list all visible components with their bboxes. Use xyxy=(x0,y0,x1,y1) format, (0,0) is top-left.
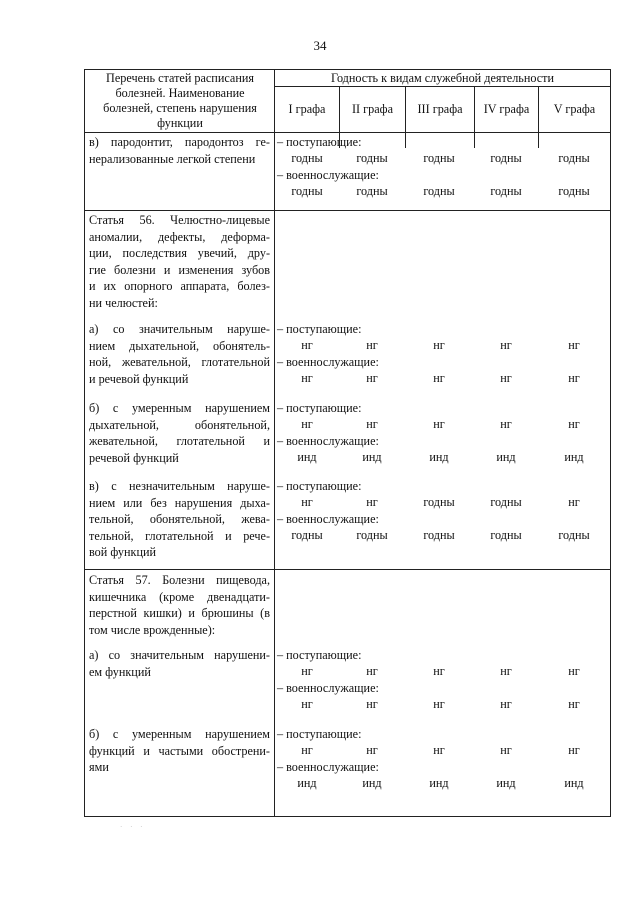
suitability-value: нг xyxy=(568,664,580,678)
row-description xyxy=(89,321,270,387)
suitability-value: годны xyxy=(490,151,522,165)
scan-marks: · · · xyxy=(120,823,146,831)
description-line: в) с незначительным наруше- xyxy=(89,479,270,493)
description-line: аномалии, дефекты, деформа- xyxy=(89,229,270,244)
description-line: б) с умеренным нарушением xyxy=(89,727,270,741)
row-description xyxy=(89,478,270,561)
row-description xyxy=(89,726,270,776)
description-line: б) с умеренным нарушением xyxy=(89,401,270,415)
suitability-value: нг xyxy=(366,697,378,711)
group-label: – поступающие: xyxy=(277,479,362,493)
suitability-value: нг xyxy=(433,697,445,711)
suitability-value: годны xyxy=(558,184,590,198)
suitability-value: инд xyxy=(429,450,449,464)
description-line: ни челюстей: xyxy=(89,295,158,310)
description-line: в) пародонтит, пародонтоз ге- xyxy=(89,135,270,149)
suitability-value: годны xyxy=(423,528,455,542)
suitability-value: инд xyxy=(496,776,516,790)
suitability-value: нг xyxy=(568,338,580,352)
description-line: ции, последствия увечий, дру- xyxy=(89,246,270,260)
description-line: а) со значительным наруше- xyxy=(89,322,270,336)
suitability-value: нг xyxy=(568,697,580,711)
suitability-value: инд xyxy=(564,450,584,464)
description-line: функций и частыми обострени- xyxy=(89,743,270,758)
suitability-value: годны xyxy=(490,495,522,509)
suitability-value: нг xyxy=(301,495,313,509)
group-label: – поступающие: xyxy=(277,322,362,336)
suitability-value: нг xyxy=(301,371,313,385)
suitability-value: нг xyxy=(500,417,512,431)
suitability-value: нг xyxy=(433,417,445,431)
description-line: Статья 56. Челюстно-лицевые xyxy=(89,213,270,227)
suitability-value: нг xyxy=(301,338,313,352)
suitability-value: годны xyxy=(356,151,388,165)
description-line: и их опорного аппарата, болез- xyxy=(89,279,270,293)
suitability-value: годны xyxy=(356,528,388,542)
suitability-value: нг xyxy=(301,697,313,711)
group-label: – военнослужащие: xyxy=(277,434,379,448)
suitability-value: нг xyxy=(568,371,580,385)
row-description xyxy=(89,212,270,311)
suitability-value: годны xyxy=(558,151,590,165)
suitability-value: нг xyxy=(500,697,512,711)
group-label: – военнослужащие: xyxy=(277,512,379,526)
suitability-value: нг xyxy=(568,743,580,757)
description-line: вой функций xyxy=(89,545,157,559)
description-line: речевой функций xyxy=(89,450,179,465)
suitability-value: нг xyxy=(568,417,580,431)
row-divider xyxy=(274,86,610,87)
column-divider xyxy=(538,86,539,148)
header-grafa-5: V графа xyxy=(553,102,596,116)
suitability-value: годны xyxy=(423,151,455,165)
group-label: – поступающие: xyxy=(277,648,362,662)
description-line: тельной, глотательной и рече- xyxy=(89,528,270,543)
row-divider xyxy=(85,210,610,211)
suitability-value: нг xyxy=(568,495,580,509)
description-line: гие болезни и изменения зубов xyxy=(89,262,270,277)
suitability-value: годны xyxy=(423,495,455,509)
suitability-value: нг xyxy=(366,371,378,385)
description-line: кишечника (кроме двенадцати- xyxy=(89,589,270,604)
column-divider xyxy=(274,70,275,816)
header-grafa-3: III графа xyxy=(417,102,463,116)
suitability-value: нг xyxy=(366,495,378,509)
description-line: нием дыхательной, обонятель- xyxy=(89,338,270,353)
description-line: тельной, обонятельной, жева- xyxy=(89,512,270,526)
suitability-value: инд xyxy=(297,450,317,464)
suitability-value: годны xyxy=(490,184,522,198)
description-line: дыхательной, обонятельной, xyxy=(89,417,270,432)
suitability-value: нг xyxy=(500,371,512,385)
suitability-value: нг xyxy=(500,743,512,757)
suitability-value: годны xyxy=(490,528,522,542)
group-label: – поступающие: xyxy=(277,727,362,741)
description-line: том числе врожденные): xyxy=(89,622,216,637)
header-grafa-4: IV графа xyxy=(483,102,530,116)
suitability-value: инд xyxy=(362,776,382,790)
suitability-value: годны xyxy=(356,184,388,198)
suitability-value: нг xyxy=(366,417,378,431)
suitability-value: инд xyxy=(362,450,382,464)
suitability-value: годны xyxy=(291,151,323,165)
group-label: – поступающие: xyxy=(277,135,362,149)
suitability-value: годны xyxy=(423,184,455,198)
suitability-value: инд xyxy=(496,450,516,464)
page-number: 34 xyxy=(313,38,327,53)
row-divider xyxy=(85,132,610,133)
suitability-value: нг xyxy=(301,417,313,431)
description-line: ями xyxy=(89,760,109,774)
column-divider xyxy=(405,86,406,148)
header-suitability: Годность к видам служебной деятельности xyxy=(330,71,555,85)
suitability-value: инд xyxy=(429,776,449,790)
group-label: – военнослужащие: xyxy=(277,681,379,695)
description-line: ной, жевательной, глотательной xyxy=(89,355,270,369)
row-description xyxy=(89,647,270,680)
header-grafa-2: II графа xyxy=(352,102,393,116)
column-divider xyxy=(474,86,475,148)
group-label: – военнослужащие: xyxy=(277,355,379,369)
group-label: – поступающие: xyxy=(277,401,362,415)
suitability-value: нг xyxy=(433,664,445,678)
row-description xyxy=(89,134,270,167)
description-line: ем функций xyxy=(89,664,151,679)
group-label: – военнослужащие: xyxy=(277,168,379,182)
row-description xyxy=(89,572,270,638)
suitability-value: нг xyxy=(500,664,512,678)
suitability-value: нг xyxy=(301,664,313,678)
suitability-value: нг xyxy=(366,338,378,352)
description-line: а) со значительным нарушени- xyxy=(89,648,270,662)
row-description xyxy=(89,400,270,466)
description-line: нерализованные легкой степени xyxy=(89,151,256,166)
suitability-table xyxy=(84,69,611,817)
group-label: – военнослужащие: xyxy=(277,760,379,774)
suitability-value: инд xyxy=(564,776,584,790)
suitability-value: нг xyxy=(433,371,445,385)
suitability-value: нг xyxy=(301,743,313,757)
row-divider xyxy=(85,569,610,570)
header-disease-list: Перечень статей расписания болезней. Наименование болезней, степень нарушения функции xyxy=(103,71,257,130)
description-line: и речевой функций xyxy=(89,371,189,386)
suitability-value: нг xyxy=(366,743,378,757)
suitability-value: нг xyxy=(366,664,378,678)
suitability-value: годны xyxy=(291,184,323,198)
description-line: перстной кишки) и брюшины (в xyxy=(89,606,270,620)
header-grafa-1: I графа xyxy=(288,102,326,116)
suitability-value: нг xyxy=(433,743,445,757)
suitability-value: нг xyxy=(500,338,512,352)
suitability-value: годны xyxy=(558,528,590,542)
suitability-value: нг xyxy=(433,338,445,352)
description-line: жевательной, глотательной и xyxy=(89,434,270,448)
description-line: нием или без нарушения дыха- xyxy=(89,495,270,510)
description-line: Статья 57. Болезни пищевода, xyxy=(89,573,270,587)
suitability-value: годны xyxy=(291,528,323,542)
suitability-value: инд xyxy=(297,776,317,790)
